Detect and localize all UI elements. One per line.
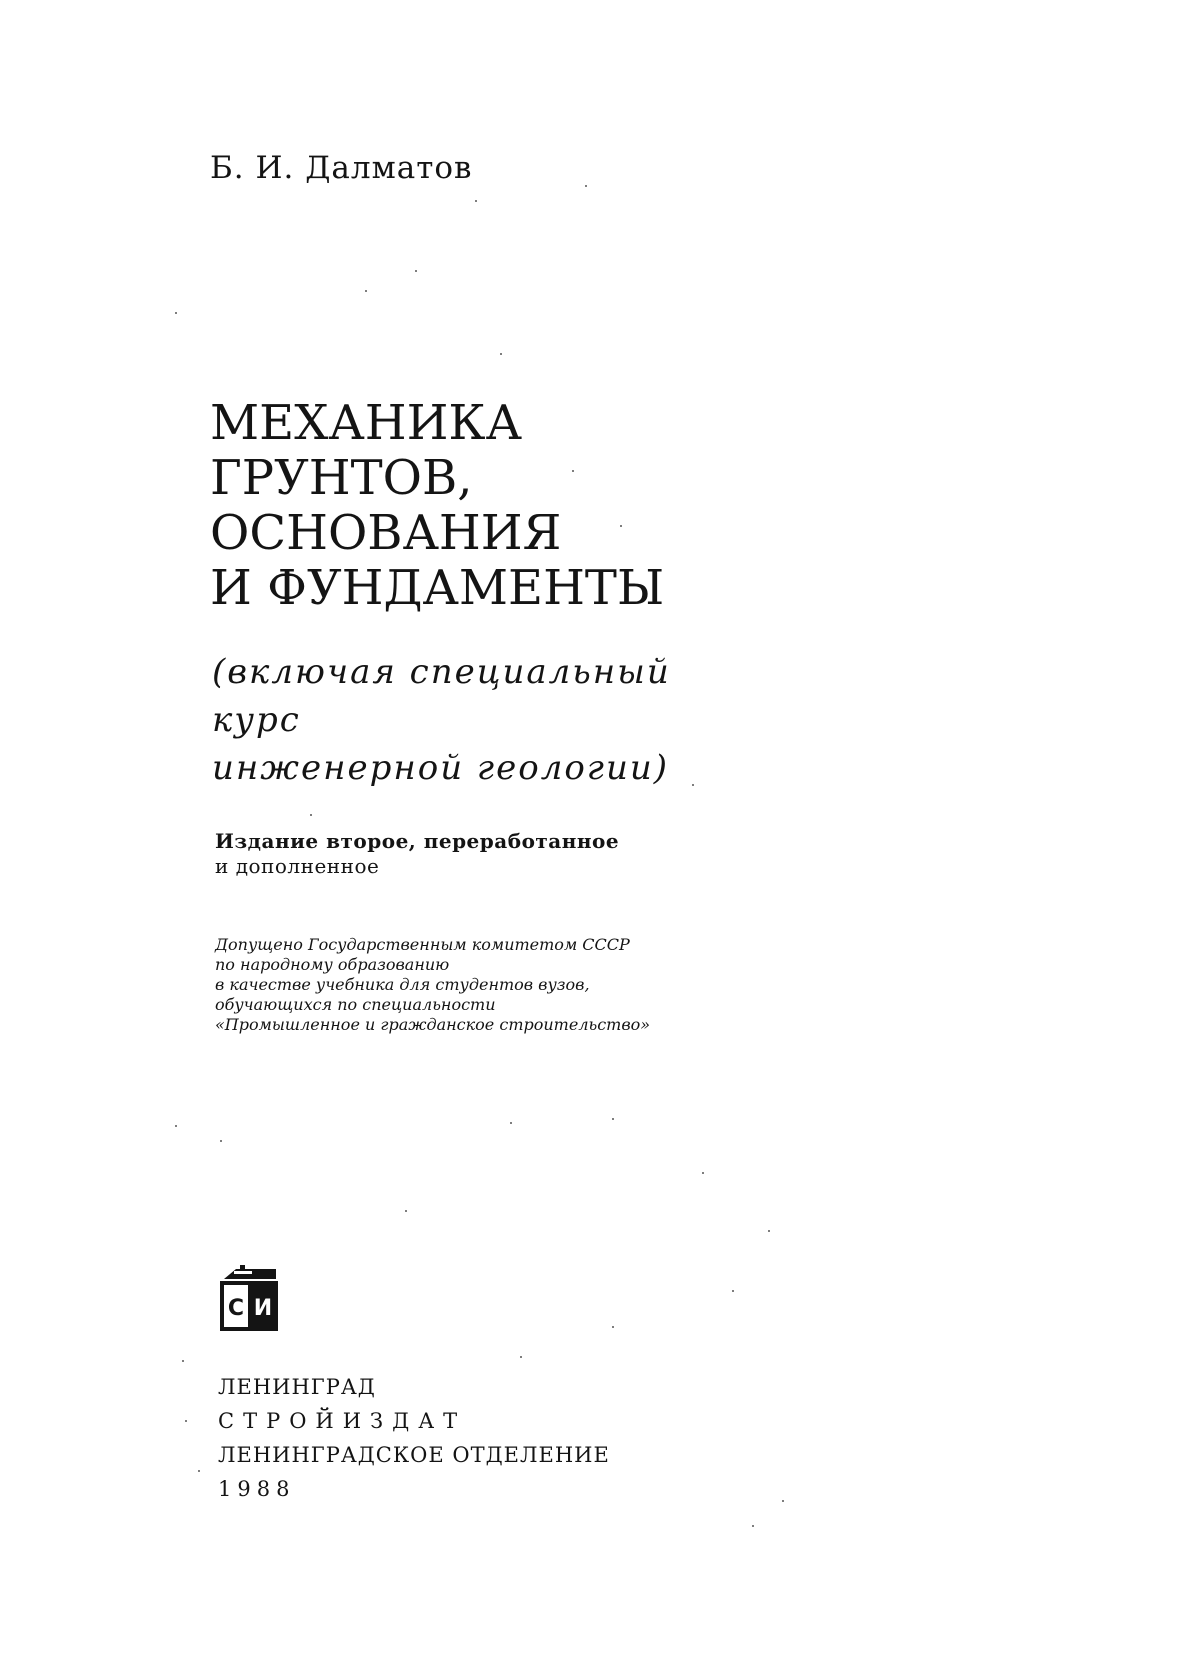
- approval-line: Допущено Государственным комитетом СССР: [215, 935, 630, 954]
- imprint-year: 1988: [218, 1477, 296, 1501]
- scan-speck: [175, 312, 177, 314]
- scan-speck: [620, 525, 622, 527]
- approval-statement: [215, 935, 650, 1035]
- scan-speck: [310, 814, 312, 816]
- title-line: МЕХАНИКА: [210, 395, 522, 451]
- scan-speck: [220, 1140, 222, 1142]
- scan-speck: [198, 1470, 200, 1472]
- scan-speck: [365, 290, 367, 292]
- approval-line: по народному образованию: [215, 955, 450, 974]
- scan-speck: [520, 1356, 522, 1358]
- book-subtitle: [212, 648, 671, 792]
- scan-speck: [415, 270, 417, 272]
- scan-speck: [732, 1290, 734, 1292]
- scan-speck: [692, 784, 694, 786]
- imprint-division: ЛЕНИНГРАДСКОЕ ОТДЕЛЕНИЕ: [218, 1443, 610, 1467]
- approval-line: обучающихся по специальности: [215, 995, 496, 1014]
- imprint-city: ЛЕНИНГРАД: [218, 1375, 376, 1399]
- scan-speck: [612, 1326, 614, 1328]
- scan-speck: [510, 1122, 512, 1124]
- edition-note: [215, 829, 619, 879]
- scan-speck: [702, 1172, 704, 1174]
- scan-speck: [175, 1125, 177, 1127]
- subtitle-line: инженерной геологии): [212, 748, 670, 788]
- imprint: [218, 1370, 610, 1506]
- scan-speck: [182, 1360, 184, 1362]
- scan-speck: [572, 470, 574, 472]
- edition-line: и дополненное: [215, 854, 380, 878]
- scan-speck: [500, 353, 502, 355]
- edition-line: Издание второе, переработанное: [215, 829, 620, 853]
- scan-speck: [475, 200, 477, 202]
- scan-speck: [585, 185, 587, 187]
- scan-speck: [782, 1500, 784, 1502]
- scan-speck: [612, 1118, 614, 1120]
- scan-speck: [185, 1420, 187, 1422]
- title-line: И ФУНДАМЕНТЫ: [210, 560, 665, 616]
- subtitle-line: курс: [212, 700, 301, 740]
- title-line: ГРУНТОВ,: [210, 450, 473, 506]
- author-name: Б. И. Далматов: [210, 150, 473, 186]
- scan-speck: [752, 1525, 754, 1527]
- book-title: [210, 396, 664, 616]
- scan-speck: [405, 1210, 407, 1212]
- emblem-letter-i: И: [253, 1296, 273, 1321]
- scan-speck: [768, 1230, 770, 1232]
- publisher-emblem-icon: [216, 1265, 282, 1335]
- imprint-publisher: СТРОЙИЗДАТ: [218, 1409, 467, 1433]
- title-line: ОСНОВАНИЯ: [210, 505, 562, 561]
- subtitle-line: (включая специальный: [212, 652, 671, 692]
- approval-line: в качестве учебника для студентов вузов,: [215, 975, 590, 994]
- emblem-letter-c: С: [227, 1296, 245, 1321]
- approval-line: «Промышленное и гражданское строительство»: [215, 1015, 651, 1034]
